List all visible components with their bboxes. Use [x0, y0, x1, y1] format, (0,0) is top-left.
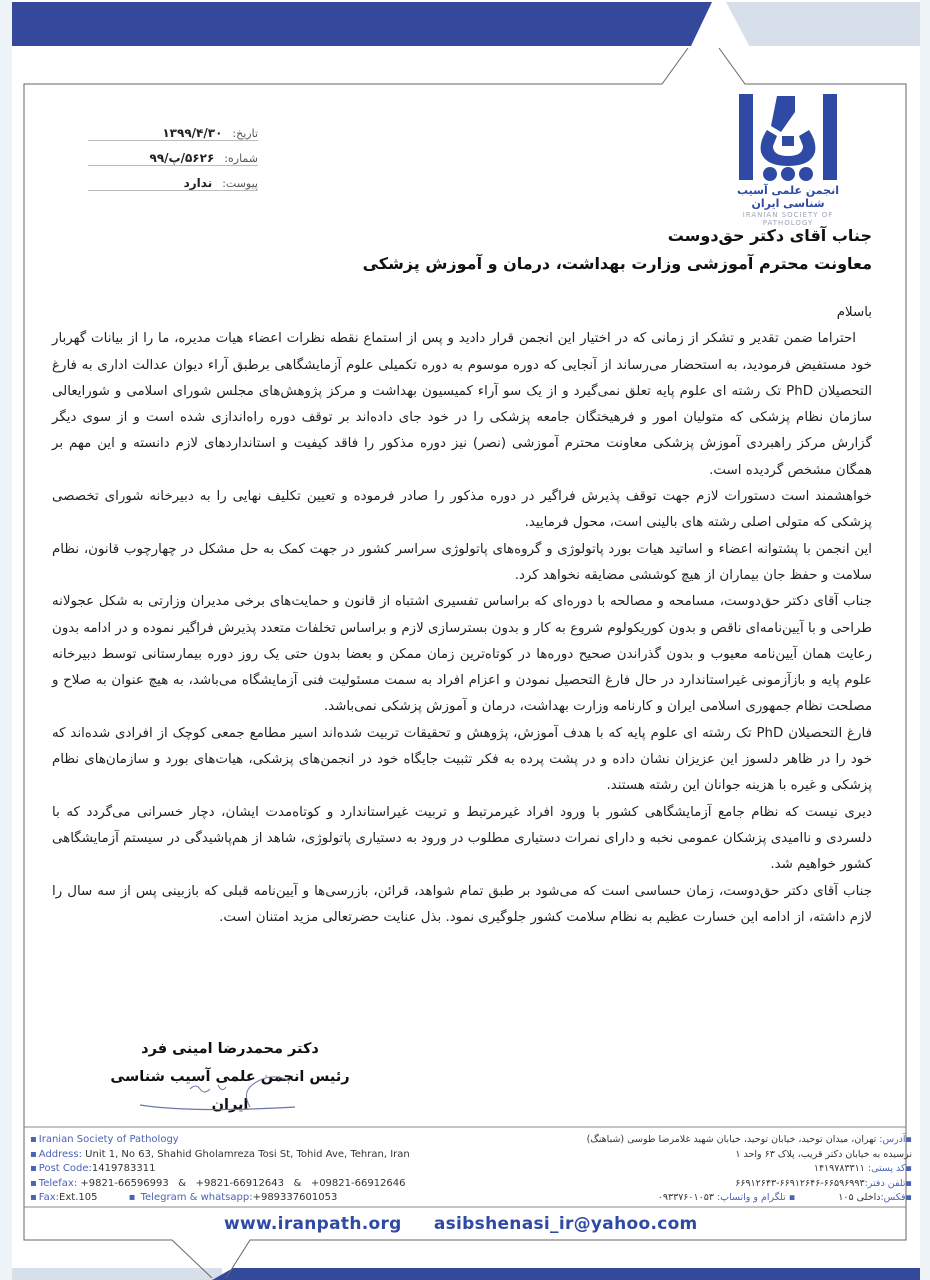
addressee-name: جناب آقای دکتر حق‌دوست: [667, 226, 872, 245]
attachment-value: ندارد: [183, 176, 213, 190]
body-paragraph: خواهشمند است دستورات لازم جهت توقف پذیرش فراگیر در دوره مذکور را صادر فرموده و تعیین تکلیف نهایی را به دبیرخانه شورای تخصصی پزشکی که متولی اصلی رشته های بالینی است، محول فرمایید.: [52, 489, 872, 531]
footer-contact-fa: ▪آدرس: تهران، میدان توحید، خیابان توحید، خیابان شهید غلامرضا طوسی (شباهنگ) نرسیده به خیابان دکتر قریب، پلاک ۶۳ واحد ۱ ▪کد پستی: ۱۴۱۹۷۸۳۳۱۱ ▪تلفن دفتر:۶۶۵۹۶۹۹۳-۶۶۹۱۲۶۴۶-۶۶۹۱۲۶۴۳ ▪فکس:داخلی ۱۰۵ ▪ تلگرام و واتساپ: ۰۹۳۳۷۶۰۱۰۵۳: [586, 1134, 912, 1203]
fax-value-fa: داخلی ۱۰۵: [838, 1192, 881, 1203]
address-label-fa: آدرس:: [879, 1134, 906, 1145]
date-label: تاریخ:: [232, 127, 258, 140]
addressee: [363, 222, 872, 278]
footer-band-blue: [212, 1268, 920, 1280]
body-paragraph: این انجمن با پشتوانه اعضاء و اساتید هیات بورد پاتولوژی و گروه‌های پاتولوژی سراسر کشور در جهت کمک به حل مشکل در چهارچوب قانون، نظام سلامت و حفظ جان بیماران از هیچ کوششی مضایقه نخواهد کرد.: [52, 541, 872, 583]
postcode-label-fa: کد پستی:: [867, 1163, 906, 1174]
telegram-label-fa: تلگرام و واتساپ:: [716, 1192, 786, 1203]
number-label: شماره:: [224, 152, 258, 165]
postcode-label-en: Post Code:: [38, 1163, 92, 1174]
logo-name-fa: انجمن علمی آسیب شناسی ایران: [737, 184, 839, 210]
address-line2-fa: نرسیده به خیابان دکتر قریب، پلاک ۶۳ واحد ۱: [735, 1148, 912, 1160]
address-label-en: Address:: [38, 1148, 82, 1160]
telefax-value-en: +9821-66596993 & +9821-66912643 & +09821-66912646: [80, 1177, 406, 1189]
address-value-en: Unit 1, No 63, Shahid Gholamreza Tosi St, Tohid Ave, Tehran, Iran: [85, 1148, 410, 1160]
footer-band-grey: [12, 1268, 222, 1280]
signatory-title: رئیس انجمن علمی آسیب شناسی ایران: [110, 1069, 350, 1113]
letter-body: [52, 300, 872, 931]
logo-emblem-icon: [733, 90, 843, 182]
footer-org-en: Iranian Society of Pathology: [38, 1134, 179, 1145]
greeting: باسلام: [836, 305, 872, 320]
date-row: [88, 118, 258, 141]
website-link[interactable]: www.iranpath.org: [224, 1214, 402, 1234]
telegram-value-en: +989337601053: [252, 1192, 338, 1203]
telefax-label-en: Telefax:: [38, 1177, 78, 1189]
attachment-label: پیوست:: [222, 177, 258, 190]
date-value: ۱۳۹۹/۴/۳۰: [162, 126, 223, 140]
phone-label-fa: تلفن دفتر:: [864, 1177, 906, 1189]
logo-name-en: IRANIAN SOCIETY OF PATHOLOGY: [742, 211, 834, 227]
fax-label-en: Fax:: [38, 1192, 60, 1203]
header-band-blue: [12, 2, 712, 46]
body-paragraph: احتراما ضمن تقدیر و تشکر از زمانی که در اختیار این انجمن قرار دادید و پس از استماع نقطه نظرات اعضاء هیات مدیره، ما را از بیانات گهربار خود مستفیض فرمودید، به استحضار می‌رساند از آنجایی که دوره موسوم به دوره تکمیلی علوم آزمایشگاهی برطبق آراء دیوان عدالت اداری به فارغ التحصیلان PhD تک رشته ای علوم پایه تعلق نمی‌گیرد و از یک سو آراء کمیسیون بهداشت و مرکز پژوهش‌های مجلس شورای اسلامی و شورایعالی سازمان نظام پزشکی که متولیان امور و فرهیختگان جامعه پزشکی را در خود جای داده‌اند بر توقف دوره راه‌اندازی شده است و از سوی دیگر گزارش مرکز راهبردی آموزش پزشکی معاونت محترم آموزشی (نصر) نیز دوره مذکور را فاقد کیفیت و استانداردهای لازم دانسته و این مهم بر همگان مشخص گردیده است.: [52, 331, 872, 478]
footer-contact-en: ▪ Iranian Society of Pathology ▪ Address: Unit 1, No 63, Shahid Gholamreza Tosi St, Tohid Ave, Tehran, Iran ▪ Post Code:1419783311 ▪ Telefax: +9821-66596993 & +9821-66912643 & +09821-66912646 ▪ Fax:Ext.105 ▪ Telegram & whatsapp:+989337601053: [30, 1134, 410, 1203]
phone-value-fa: ۶۶۵۹۶۹۹۳-۶۶۹۱۲۶۴۶-۶۶۹۱۲۶۴۳: [735, 1177, 865, 1189]
society-logo: [718, 90, 858, 227]
body-paragraph: جناب آقای دکتر حق‌دوست، مسامحه و مصالحه با دوره‌ای که براساس تفسیری اشتباه از قانون و حمایت‌های برخی مدیران وزارتی به شکل عجولانه طراحی و با آیین‌نامه‌ای ناقص و بدون کوریکولوم شروع به کار و بدون بسترسازی لازم و براساس تخلفات متعدد پذیرش فراگیر نموده و در ادامه بدون رعایت همان آیین‌نامه معیوب و بدون گذراندن صحیح دوره‌ها در کوتاه‌ترین زمان ممکن و بعضا بدون حتی یک روز دوره بیمارستانی توسط دبیرخانه علوم پایه و بازآزمونی غیراستاندارد در حال فارغ التحصیل نمودن و اعزام افراد به سمت مسئولیت فنی آزمایشگاه می‌باشد، به هیچ عنوان به صلاح و مصلحت نظام جمهوری اسلامی ایران و کارنامه وزارت بهداشت، درمان و آموزش پزشکی نمی‌باشد.: [52, 594, 872, 715]
fax-value-en: Ext.105: [59, 1192, 98, 1203]
fax-label-fa: فکس:: [880, 1192, 906, 1203]
address-line1-fa: تهران، میدان توحید، خیابان توحید، خیابان شهید غلامرضا طوسی (شباهنگ): [586, 1134, 877, 1145]
addressee-office: معاونت محترم آموزشی وزارت بهداشت، درمان و آموزش پزشکی: [362, 254, 872, 273]
telegram-value-fa: ۰۹۳۳۷۶۰۱۰۵۳: [657, 1192, 714, 1203]
body-paragraph: جناب آقای دکتر حق‌دوست، زمان حساسی است که می‌شود بر طبق تمام شواهد، قرائن، بازرسی‌ها و آیین‌نامه قبلی که بازبینی پس از سه سال را لازم داشته، از ادامه این خسارت عظیم به نظام سلامت کشور جلوگیری نمود. بذل عنایت حضرتعالی مزید امتنان است.: [52, 883, 872, 925]
header-band-grey: [726, 2, 920, 46]
body-paragraph: دیری نیست که نظام جامع آزمایشگاهی کشور با ورود افراد غیرمرتبط و تربیت غیراستاندارد و کوتاه‌مدت ایشان، دچار خسرانی می‌گردد که با دلسردی و ناامیدی پزشکان عمومی نخبه و دارای نمرات دستیاری مطلوب در ورود به دستیاری پاتولوژی، شاهد از هم‌پاشیدگی در سیستم آزمایشگاهی کشور خواهیم شد.: [52, 804, 872, 873]
email-link[interactable]: asibshenasi_ir@yahoo.com: [433, 1214, 698, 1234]
number-row: [88, 143, 258, 166]
signatory-name: دکتر محمدرضا امینی فرد: [141, 1041, 319, 1057]
postcode-value-fa: ۱۴۱۹۷۸۳۳۱۱: [813, 1163, 865, 1174]
footer-web: [224, 1214, 724, 1234]
letter-meta: [88, 118, 258, 193]
body-paragraph: فارغ التحصیلان PhD تک رشته ای علوم پایه که با هدف آموزش، پژوهش و تحقیقات تربیت شده‌اند اسیر مطامع جمعی کوچک از افرادی شده‌اند که خود را در ظاهر دلسوز این عزیزان نشان داده و در پشت پرده به فکر تثبیت جایگاه خود در انجمن‌های پزشکی، هیات‌های بورد و سازمان‌های نظام پزشکی و غیره با هزینه جوانان این رشته هستند.: [52, 725, 872, 794]
telegram-label-en: Telegram & whatsapp:: [140, 1192, 253, 1203]
number-value: ۵۶۲۶/پ/۹۹: [149, 151, 215, 165]
handwritten-signature-icon: [130, 1075, 300, 1115]
attachment-row: [88, 168, 258, 191]
postcode-value-en: 1419783311: [91, 1163, 156, 1174]
